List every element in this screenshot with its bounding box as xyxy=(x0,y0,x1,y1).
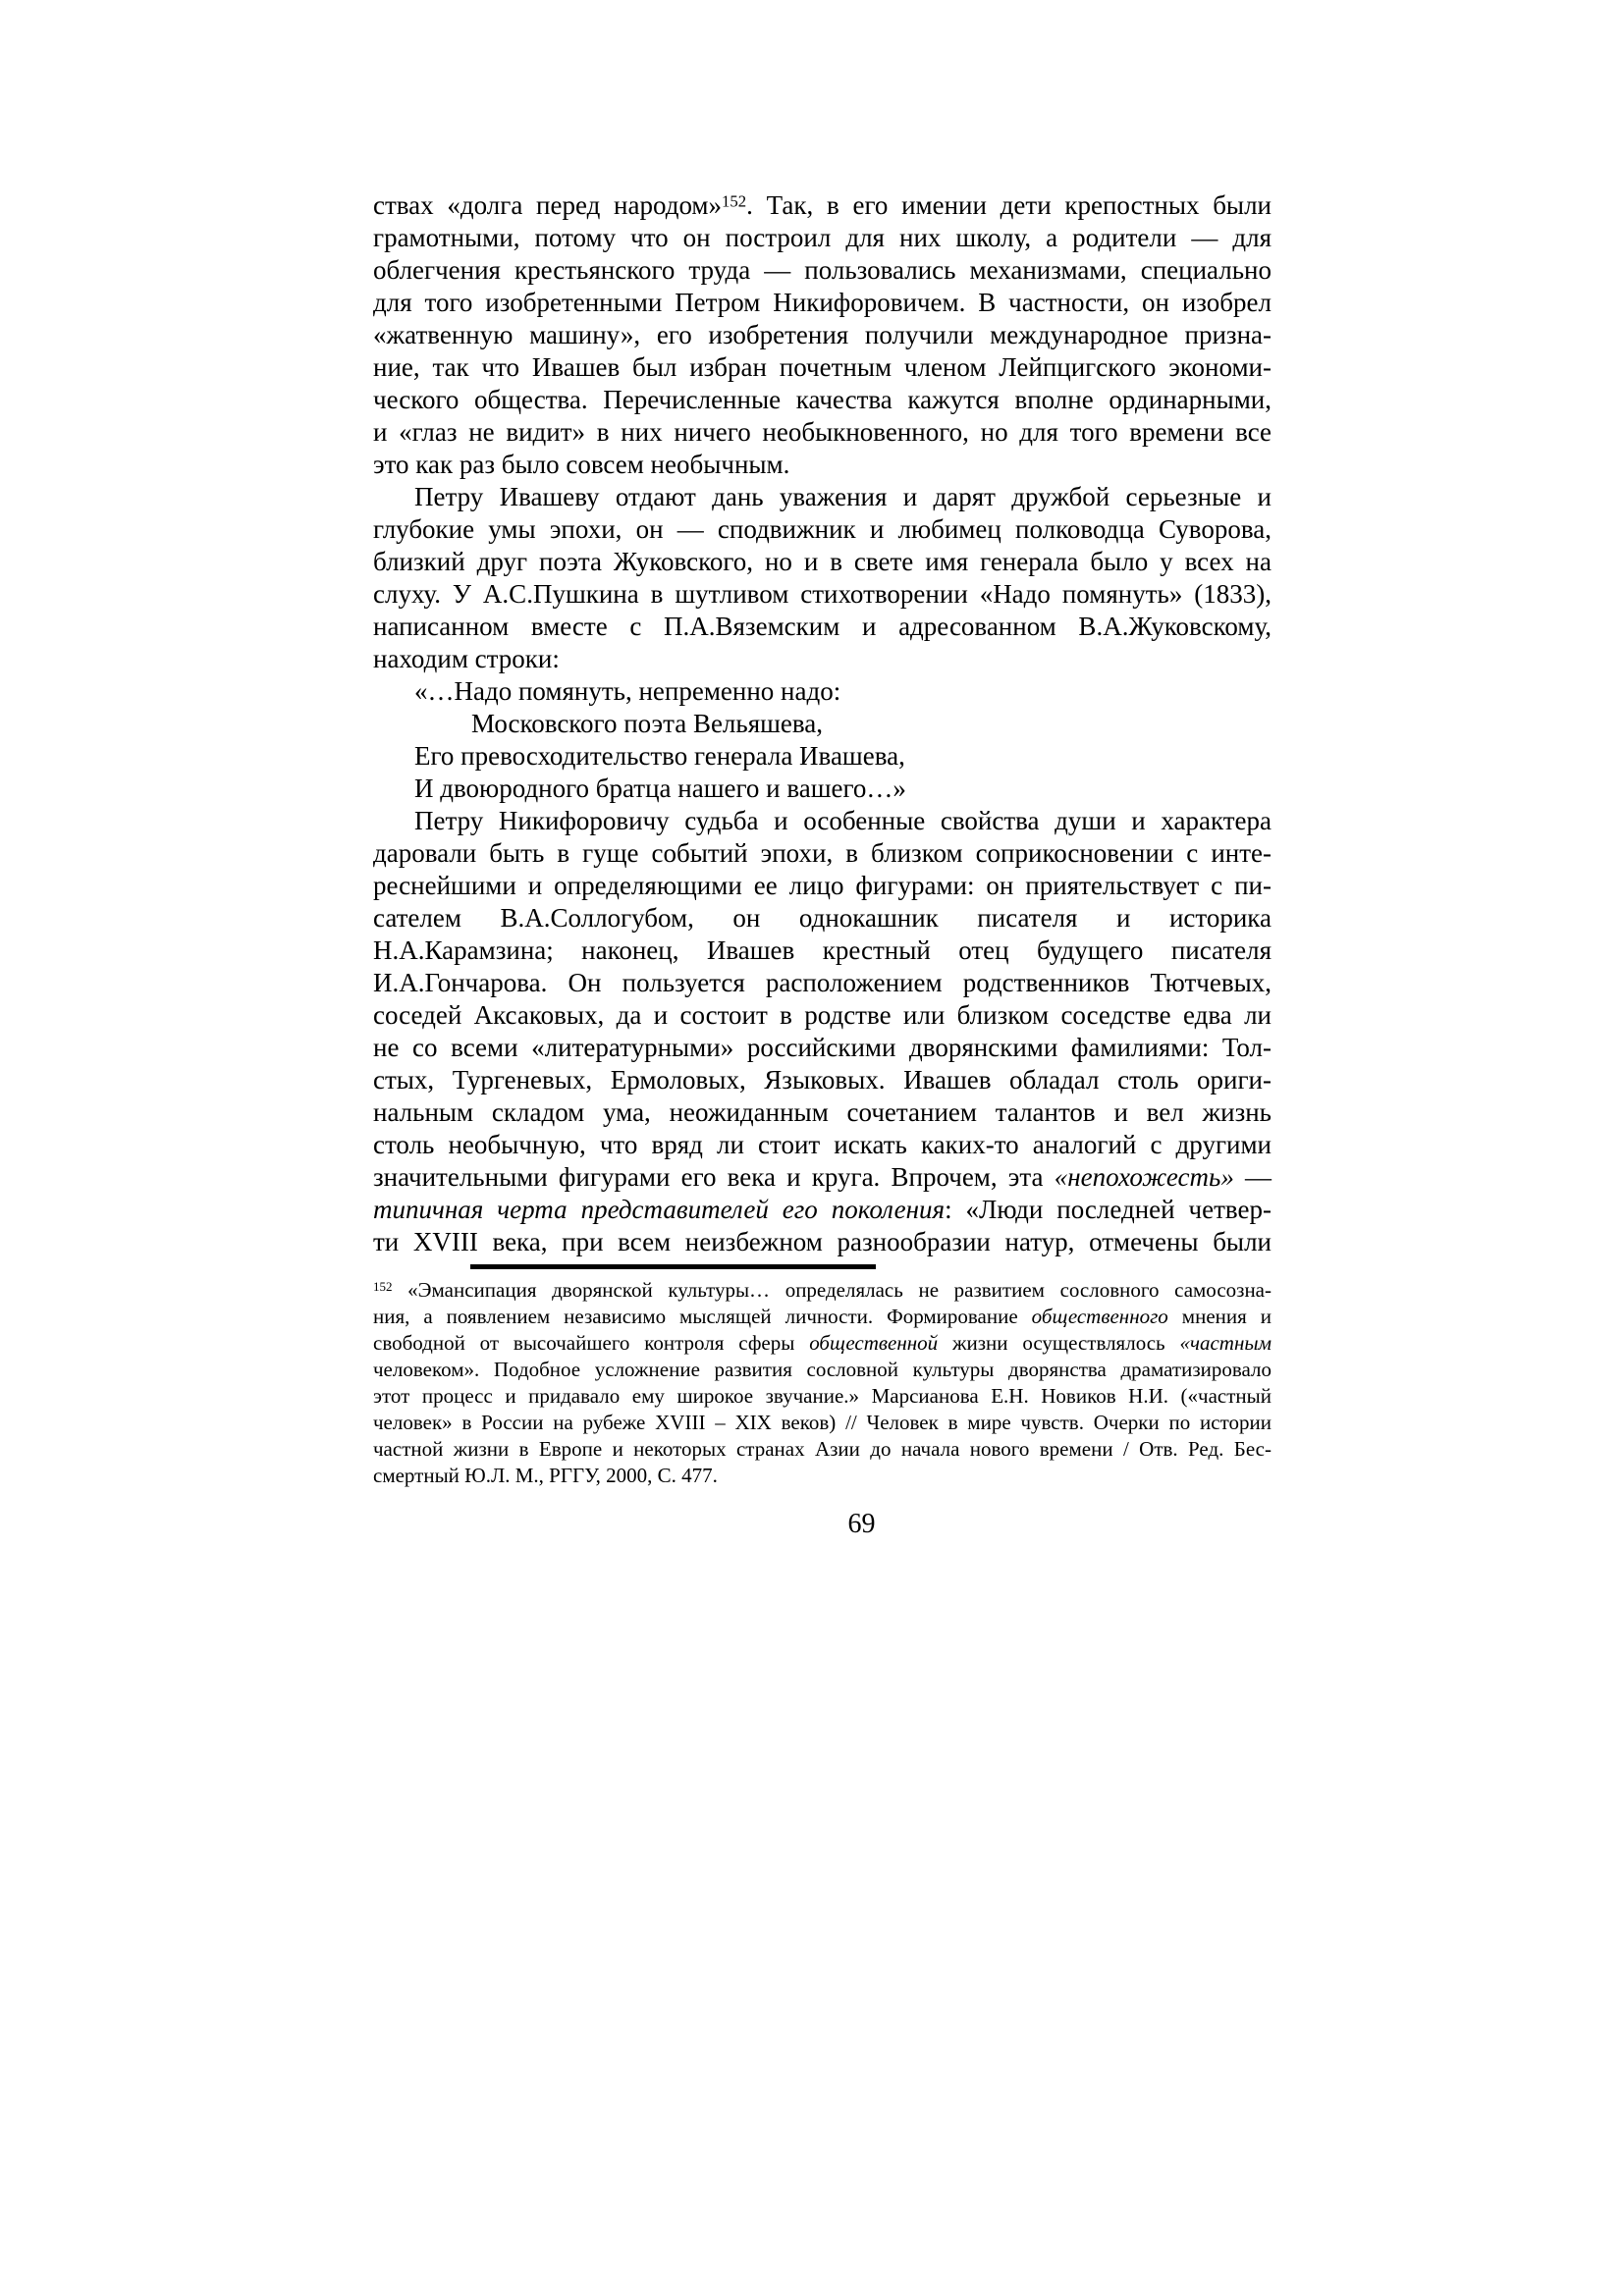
text-segment: «Эмансипация дворянской культуры… определялась не развитием сословного самосозна- xyxy=(392,1278,1271,1302)
text-line xyxy=(373,902,1271,934)
body-text xyxy=(373,189,1271,1258)
text-segment: это как раз было совсем необычным. xyxy=(373,450,790,479)
text-line xyxy=(373,870,1271,902)
text-segment: «…Надо помянуть, непременно надо: xyxy=(414,676,841,706)
text-segment: смертный Ю.Л. М., РГГУ, 2000, С. 477. xyxy=(373,1464,718,1487)
text-line xyxy=(373,773,1271,805)
text-segment: реснейшими и определяющими ее лицо фигурами: он приятельствует с пи- xyxy=(373,871,1271,900)
text-segment: значительными фигурами его века и круга. Впрочем, эта xyxy=(373,1162,1055,1192)
text-line xyxy=(373,837,1271,870)
text-segment: Его превосходительство генерала Ивашева, xyxy=(414,741,905,771)
text-segment: . Так, в его имении дети крепостных были xyxy=(746,190,1271,220)
text-segment: Петру Ивашеву отдают дань уважения и дарят дружбой серьезные и xyxy=(414,482,1271,511)
text-line xyxy=(373,1436,1271,1463)
text-line xyxy=(373,1357,1271,1383)
text-segment: столь необычную, что вряд ли стоит искать каких-то аналогий с другими xyxy=(373,1130,1271,1159)
text-segment: Петру Никифоровичу судьба и особенные свойства души и характера xyxy=(414,806,1271,835)
text-segment: «жатвенную машину», его изобретения получили международное призна- xyxy=(373,320,1271,349)
text-line xyxy=(373,1277,1271,1304)
text-segment: И двоюродного братца нашего и вашего…» xyxy=(414,774,906,803)
text-segment: И.А.Гончарова. Он пользуется расположением родственников Тютчевых, xyxy=(373,968,1271,997)
text-line xyxy=(373,708,1271,740)
text-line xyxy=(373,611,1271,643)
text-segment: Московского поэта Вельяшева, xyxy=(471,709,824,738)
text-segment: для того изобретенными Петром Никифоровичем. В частности, он изобрел xyxy=(373,288,1271,317)
text-line xyxy=(373,1383,1271,1410)
text-line xyxy=(373,513,1271,546)
text-line xyxy=(373,934,1271,967)
text-segment: слуху. У А.С.Пушкина в шутливом стихотворении «Надо помянуть» (1833), xyxy=(373,579,1271,609)
text-segment: человеком». Подобное усложнение развития сословной культуры дворянства драматизировало xyxy=(373,1358,1271,1381)
text-segment: — xyxy=(1233,1162,1271,1192)
text-line xyxy=(373,189,1271,222)
text-segment: находим строки: xyxy=(373,644,560,673)
text-segment: написанном вместе с П.А.Вяземским и адресованном В.А.Жуковскому, xyxy=(373,612,1271,641)
footnote-reference: 152 xyxy=(722,191,747,211)
text-line xyxy=(373,351,1271,384)
text-line xyxy=(373,1129,1271,1161)
text-line xyxy=(373,578,1271,611)
italic-text: типичная черта представителей его поколения xyxy=(373,1195,946,1224)
text-segment: мнения и xyxy=(1167,1305,1271,1328)
text-line xyxy=(373,1330,1271,1357)
text-line xyxy=(373,740,1271,773)
italic-text: общественной xyxy=(809,1331,939,1355)
text-line xyxy=(373,1226,1271,1258)
text-segment: : «Люди последней четвер- xyxy=(945,1195,1271,1224)
text-segment: сателем В.А.Соллогубом, он однокашник писателя и историка xyxy=(373,903,1271,933)
text-segment: не со всеми «литературными» российскими дворянскими фамилиями: Тол- xyxy=(373,1033,1271,1062)
italic-text: общественного xyxy=(1031,1305,1168,1328)
footnote-reference: 152 xyxy=(373,1279,393,1295)
text-segment: ние, так что Ивашев был избран почетным членом Лейпцигского экономи- xyxy=(373,352,1271,382)
text-line xyxy=(373,222,1271,254)
text-line xyxy=(373,1096,1271,1129)
text-line xyxy=(373,384,1271,416)
text-segment: ческого общества. Перечисленные качества кажутся вполне ординарными, xyxy=(373,385,1271,414)
text-segment: ти XVIII века, при всем неизбежном разнообразии натур, отмечены были xyxy=(373,1227,1271,1256)
text-segment: глубокие умы эпохи, он — сподвижник и любимец полководца Суворова, xyxy=(373,514,1271,544)
text-segment: стых, Тургеневых, Ермоловых, Языковых. Ивашев обладал столь ориги- xyxy=(373,1065,1271,1095)
text-segment: соседей Аксаковых, да и состоит в родстве или близком соседстве едва ли xyxy=(373,1000,1271,1030)
text-line xyxy=(373,999,1271,1032)
text-line xyxy=(373,1161,1271,1194)
text-line xyxy=(373,1064,1271,1096)
text-segment: близкий друг поэта Жуковского, но и в свете имя генерала было у всех на xyxy=(373,547,1271,576)
text-line xyxy=(373,481,1271,513)
text-line xyxy=(373,675,1271,708)
text-line xyxy=(373,287,1271,319)
text-line xyxy=(373,1410,1271,1436)
text-segment: даровали быть в гуще событий эпохи, в близком соприкосновении с инте- xyxy=(373,838,1271,868)
footnote xyxy=(373,1277,1271,1489)
text-line xyxy=(373,967,1271,999)
text-line xyxy=(373,1032,1271,1064)
text-segment: и «глаз не видит» в них ничего необыкновенного, но для того времени все xyxy=(373,417,1271,447)
italic-text: «непохожесть» xyxy=(1054,1162,1234,1192)
text-segment: ствах «долга перед народом» xyxy=(373,190,723,220)
text-line xyxy=(373,449,1271,481)
text-line xyxy=(373,1194,1271,1226)
text-line xyxy=(373,546,1271,578)
footnote-separator xyxy=(470,1264,876,1269)
text-line xyxy=(373,643,1271,675)
text-segment: облегчения крестьянского труда — пользовались механизмами, специально xyxy=(373,255,1271,285)
text-segment: свободной от высочайшего контроля сферы xyxy=(373,1331,810,1355)
text-segment: нальным складом ума, неожиданным сочетанием талантов и вел жизнь xyxy=(373,1097,1271,1127)
italic-text: «частным xyxy=(1179,1331,1271,1355)
text-line xyxy=(373,1463,1271,1489)
text-segment: частной жизни в Европе и некоторых странах Азии до начала нового времени / Отв. Ред. Бес- xyxy=(373,1437,1271,1461)
text-segment: Н.А.Карамзина; наконец, Ивашев крестный отец будущего писателя xyxy=(373,935,1271,965)
text-segment: этот процесс и придавало ему широкое звучание.» Марсианова Е.Н. Новиков Н.И. («частный xyxy=(373,1384,1271,1408)
text-line xyxy=(373,416,1271,449)
text-segment: ния, а появлением независимо мыслящей личности. Формирование xyxy=(373,1305,1032,1328)
page-number: 69 xyxy=(847,1509,876,1539)
text-line xyxy=(373,254,1271,287)
text-line xyxy=(373,1304,1271,1330)
text-segment: грамотными, потому что он построил для них школу, а родители — для xyxy=(373,223,1271,252)
text-line xyxy=(373,805,1271,837)
text-line xyxy=(373,319,1271,351)
text-segment: человек» в России на рубеже XVIII – XIX веков) // Человек в мире чувств. Очерки по истории xyxy=(373,1411,1271,1434)
text-segment: жизни осуществлялось xyxy=(938,1331,1180,1355)
